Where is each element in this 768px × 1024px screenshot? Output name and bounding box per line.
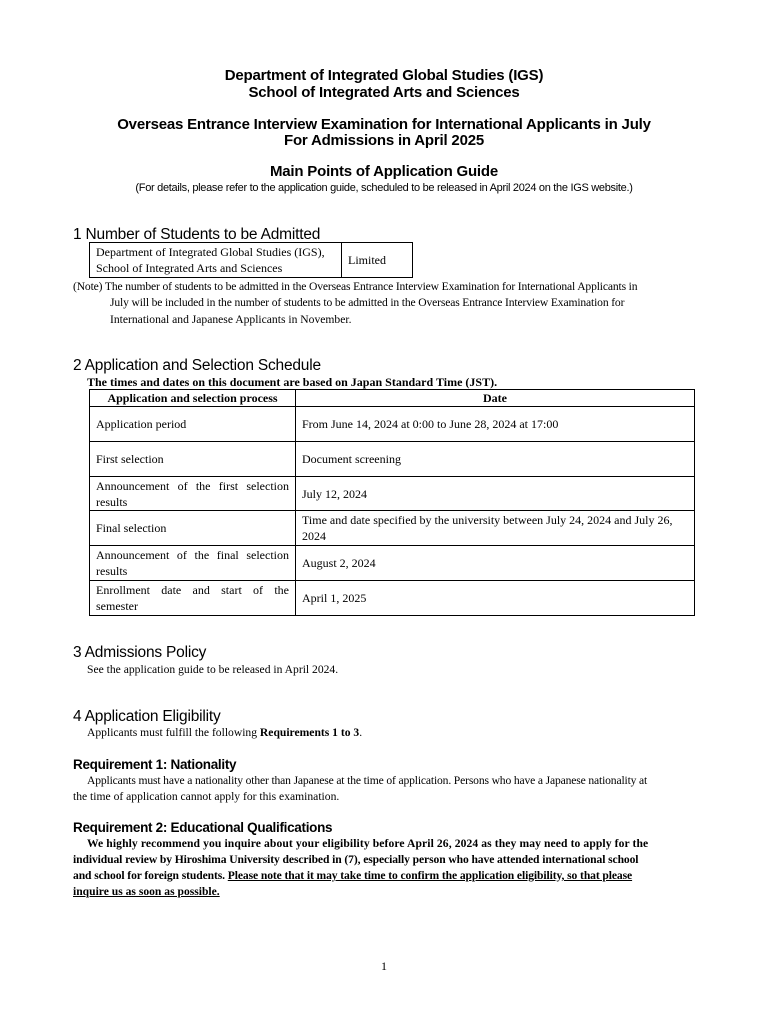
date-cell: Time and date specified by the university between July 24, 2024 and July 26, 2024 (296, 511, 695, 546)
intro-text: Applicants must fulfill the following (87, 726, 260, 739)
requirement1-heading: Requirement 1: Nationality (73, 757, 237, 772)
requirement2-text: individual review by Hiroshima University described in (7), especially person who have attended international school (73, 853, 639, 866)
process-cell: Enrollment date and start of the semester (90, 581, 296, 616)
table-row (90, 477, 695, 511)
admissions-policy-text: See the application guide to be released in April 2024. (87, 663, 339, 676)
column-header: Date (296, 390, 695, 407)
process-cell: Final selection (90, 511, 296, 546)
table-row (90, 243, 413, 278)
date-cell: From June 14, 2024 at 0:00 to June 28, 2024 at 17:00 (296, 407, 695, 442)
table-row (90, 581, 695, 616)
page-number: 1 (381, 959, 387, 973)
process-cell: Announcement of the final selection results (90, 546, 296, 581)
school-title: School of Integrated Arts and Sciences (248, 84, 520, 101)
requirement2-text: We highly recommend you inquire about your eligibility before April 26, 2024 as they may need to apply for the (87, 837, 649, 850)
admission-number-table (89, 242, 413, 278)
table-row (90, 407, 695, 442)
limited-cell: Limited (342, 243, 413, 278)
process-cell: First selection (90, 442, 296, 477)
table-row (90, 546, 695, 581)
note-line: July will be included in the number of students to be admitted in the Overseas Entrance Interview Examination for (110, 296, 625, 309)
timezone-note: The times and dates on this document are based on Japan Standard Time (JST). (87, 375, 498, 389)
intro-end: . (359, 726, 363, 739)
details-note: (For details, please refer to the application guide, scheduled to be released in April 2024 on the IGS website.) (135, 182, 633, 194)
section3-heading: 3 Admissions Policy (73, 644, 207, 661)
requirement2-text-underlined: Please note that it may take time to confirm the application eligibility, so that please (227, 869, 633, 882)
note-line: International and Japanese Applicants in November. (110, 313, 352, 326)
school-line: School of Integrated Arts and Sciences (96, 261, 283, 275)
schedule-table (89, 389, 695, 616)
requirement1-text: the time of application cannot apply for this examination. (73, 790, 340, 803)
date-cell: Document screening (296, 442, 695, 477)
department-cell (90, 243, 342, 278)
table-header-row (90, 390, 695, 407)
date-cell: April 1, 2025 (296, 581, 695, 616)
requirements-range: Requirements 1 to 3 (259, 726, 360, 739)
section4-heading: 4 Application Eligibility (73, 708, 221, 725)
exam-title: Overseas Entrance Interview Examination for International Applicants in July (117, 116, 651, 133)
table-row (90, 442, 695, 477)
guide-title: Main Points of Application Guide (269, 163, 499, 180)
requirement2-text-underlined: inquire us as soon as possible. (73, 885, 220, 898)
note-line: (Note) The number of students to be admitted in the Overseas Entrance Interview Examination for International Applicants in (73, 280, 638, 293)
department-title: Department of Integrated Global Studies (IGS) (224, 67, 544, 84)
admission-period-title: For Admissions in April 2025 (283, 132, 484, 149)
eligibility-intro (87, 725, 362, 741)
table-row (90, 511, 695, 546)
section1-heading: 1 Number of Students to be Admitted (73, 226, 321, 243)
requirement2-text (73, 868, 632, 884)
section2-heading: 2 Application and Selection Schedule (73, 357, 321, 374)
date-cell: July 12, 2024 (296, 477, 695, 511)
requirement2-text-plain: and school for foreign students. (73, 869, 228, 882)
column-header: Application and selection process (90, 390, 296, 407)
process-cell: Application period (90, 407, 296, 442)
process-cell: Announcement of the first selection results (90, 477, 296, 511)
requirement1-text: Applicants must have a nationality other than Japanese at the time of application. Persons who have a Japanese nationality at (87, 774, 648, 787)
date-cell: August 2, 2024 (296, 546, 695, 581)
department-line: Department of Integrated Global Studies (IGS), (96, 245, 325, 259)
requirement2-heading: Requirement 2: Educational Qualifications (73, 820, 333, 835)
